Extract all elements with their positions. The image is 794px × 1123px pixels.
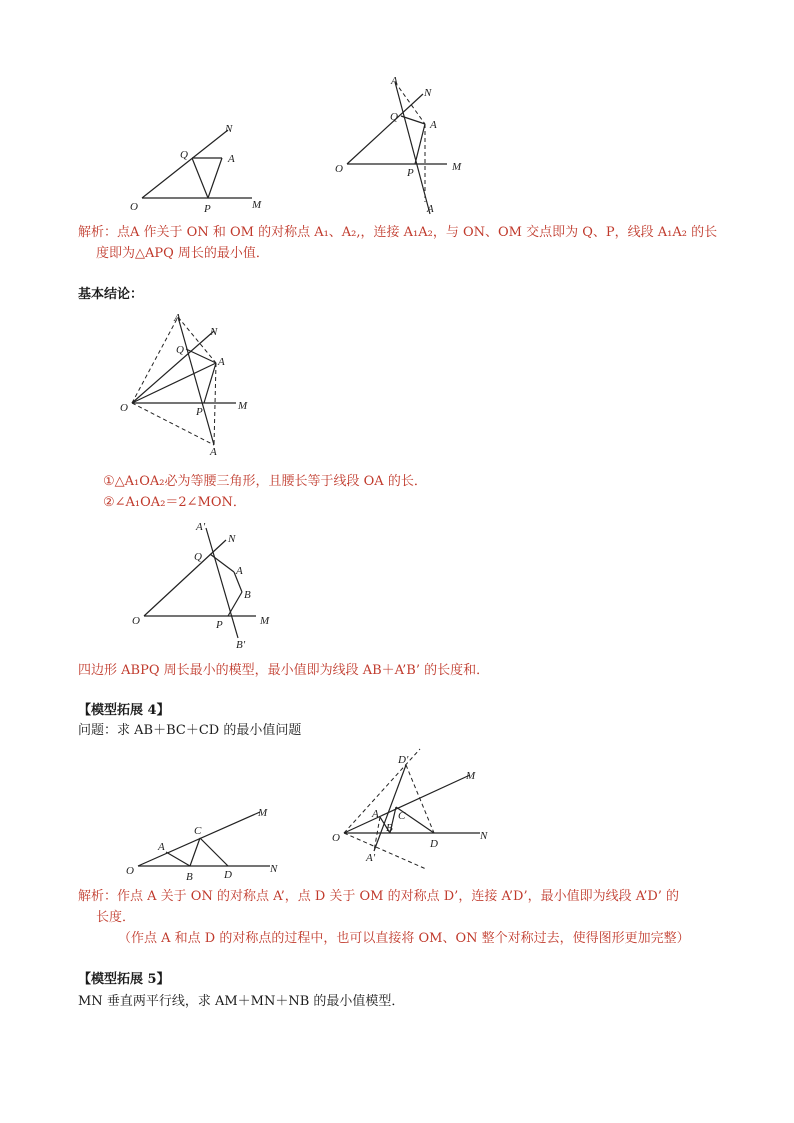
ext5-text: MN 垂直两平行线，求 AM＋MN＋NB 的最小值模型． <box>78 994 405 1009</box>
svg-text:O: O <box>332 832 340 844</box>
svg-text:C: C <box>194 825 202 837</box>
ext4-title: 【模型拓展 4】 <box>78 703 170 718</box>
svg-text:M: M <box>258 807 268 819</box>
svg-text:O: O <box>335 163 343 175</box>
svg-text:Q: Q <box>194 551 202 563</box>
svg-text:O: O <box>132 615 140 627</box>
svg-text:O: O <box>126 865 134 877</box>
basic-title: 基本结论： <box>78 287 144 302</box>
svg-text:N: N <box>270 863 278 875</box>
svg-text:N: N <box>424 87 432 99</box>
svg-text:D: D <box>430 838 438 850</box>
svg-text:B: B <box>244 589 251 601</box>
svg-text:Q: Q <box>176 344 184 356</box>
analysis-1-line2: 度即为△APQ 周长的最小值． <box>96 246 269 261</box>
ext5-title: 【模型拓展 5】 <box>78 972 170 987</box>
svg-text:M: M <box>252 199 262 211</box>
svg-text:A': A' <box>366 852 376 864</box>
svg-text:A: A <box>427 203 434 215</box>
svg-text:A: A <box>391 75 398 87</box>
svg-text:A: A <box>228 153 235 165</box>
ext4-analysis-line1: 解析：作点 A 关于 ON 的对称点 A’，点 D 关于 OM 的对称点 D’，连接 A’D’，最小值即为线段 A’D’ 的 <box>78 889 680 904</box>
svg-text:M: M <box>452 161 462 173</box>
figure-ext4-abcd <box>120 800 290 883</box>
svg-text:A: A <box>158 841 165 853</box>
ext4-note: （作点 A 和点 D 的对称点的过程中，也可以直接将 OM、ON 整个对称过去，使得图形更加完整） <box>118 931 690 946</box>
figure-basic-conclusion <box>118 305 258 460</box>
figure-quadrilateral-abpq <box>130 520 280 650</box>
svg-text:D': D' <box>398 754 409 766</box>
svg-text:A: A <box>236 565 243 577</box>
svg-text:P: P <box>196 406 203 418</box>
svg-text:B: B <box>386 822 393 834</box>
svg-text:Q: Q <box>390 111 398 123</box>
svg-text:B: B <box>186 871 193 883</box>
svg-text:O: O <box>120 402 128 414</box>
svg-text:N: N <box>225 123 233 135</box>
quad-conclusion: 四边形 ABPQ 周长最小的模型，最小值即为线段 AB＋A’B’ 的长度和． <box>78 663 490 678</box>
svg-text:M: M <box>466 770 476 782</box>
svg-text:P: P <box>407 167 414 179</box>
svg-text:N: N <box>210 326 218 338</box>
svg-text:C: C <box>398 810 406 822</box>
figure-apq-basic <box>130 120 270 220</box>
svg-text:A: A <box>174 312 181 324</box>
svg-text:A': A' <box>196 521 206 533</box>
svg-text:Q: Q <box>180 149 188 161</box>
svg-text:B': B' <box>236 639 246 651</box>
conclusion-2: ②∠A₁OA₂＝2∠MON． <box>103 495 246 510</box>
svg-text:D: D <box>224 869 232 881</box>
svg-text:A: A <box>218 356 225 368</box>
svg-text:P: P <box>216 619 223 631</box>
svg-text:A: A <box>210 446 217 458</box>
svg-text:A: A <box>372 808 379 820</box>
svg-text:N: N <box>228 533 236 545</box>
analysis-1-line1: 解析：点A 作关于 ON 和 OM 的对称点 A₁、A₂,，连接 A₁A₂，与 ON、OM 交点即为 Q、P，线段 A₁A₂ 的长 <box>78 225 718 240</box>
svg-text:M: M <box>238 400 248 412</box>
figure-ext4-reflected <box>330 745 500 875</box>
svg-text:N: N <box>480 830 488 842</box>
svg-text:O: O <box>130 201 138 213</box>
figure-reflection-a1a2 <box>335 74 475 224</box>
svg-text:M: M <box>260 615 270 627</box>
svg-text:P: P <box>204 203 211 215</box>
conclusion-1: ①△A₁OA₂必为等腰三角形，且腰长等于线段 OA 的长． <box>103 474 427 489</box>
ext4-analysis-line2: 长度． <box>96 910 136 925</box>
ext4-question: 问题：求 AB＋BC＋CD 的最小值问题 <box>78 723 302 738</box>
svg-text:A: A <box>430 119 437 131</box>
